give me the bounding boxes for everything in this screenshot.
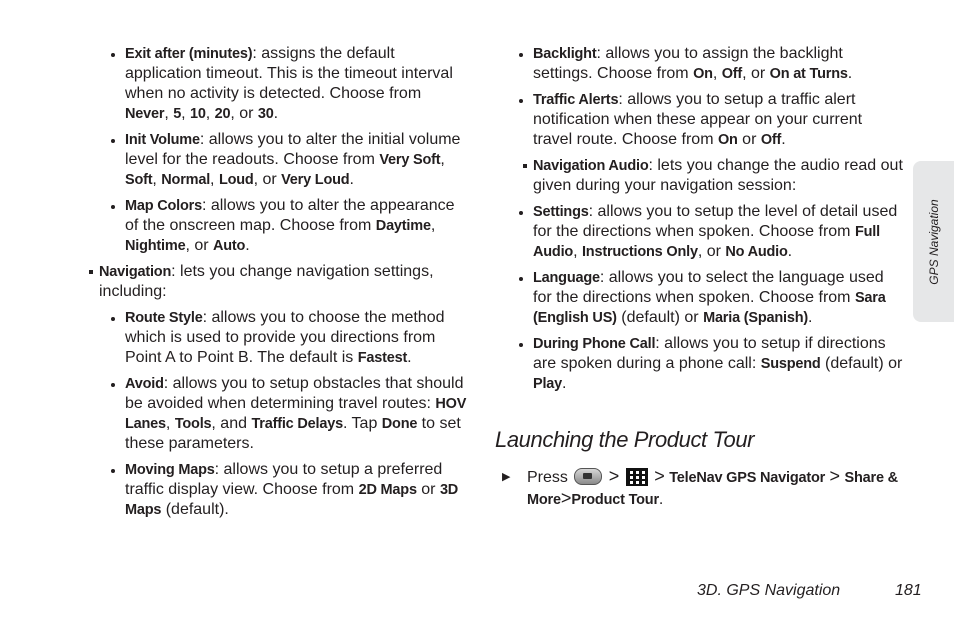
step-instruction: ▶ Press > > TeleNav GPS Navigator > Share & More>Product Tour. <box>502 466 898 508</box>
list-item-navigation-audio: Navigation Audio: lets you change the audio read out given during your navigation session: <box>522 156 904 196</box>
list-item-moving-maps: Moving Maps: allows you to setup a preferred traffic display view. Choose from 2D Maps or 3D Maps (default). <box>88 460 468 520</box>
chapter-side-tab <box>913 161 954 322</box>
footer-chapter: 3D. GPS Navigation <box>697 582 841 599</box>
left-column <box>88 44 468 520</box>
section-title: Launching the Product Tour <box>495 427 755 452</box>
list-item-exit-after: Exit after (minutes): assigns the default application timeout. This is the timeout interval when no activity is detected. Choose from Never, 5, 10, 20, or 30. <box>88 44 468 124</box>
home-key-icon <box>574 468 602 485</box>
list-item-route-style: Route Style: allows you to choose the method which is used to provide you directions from Point A to Point B. The default is Fastest. <box>88 308 468 368</box>
list-item-settings: Settings: allows you to setup the level of detail used for the directions when spoken. Choose from Full Audio, Instructions Only, or No Audio. <box>496 202 904 262</box>
list-item-traffic-alerts: Traffic Alerts: allows you to setup a traffic alert notification when these appear on your current travel route. Choose from On or Off. <box>496 90 904 150</box>
list-item-backlight: Backlight: allows you to assign the backlight settings. Choose from On, Off, or On at Turns. <box>496 44 904 84</box>
side-tab-label: GPS Navigation <box>926 198 941 285</box>
list-item-language: Language: allows you to select the language used for the directions when spoken. Choose from Sara (English US) (default) or Maria (Spanish). <box>496 268 904 328</box>
list-item-init-volume: Init Volume: allows you to alter the initial volume level for the readouts. Choose from Very Soft, Soft, Normal, Loud, or Very Loud. <box>88 130 468 190</box>
list-item-map-colors: Map Colors: allows you to alter the appearance of the onscreen map. Choose from Daytime, Nightime, or Auto. <box>88 196 468 256</box>
list-item-avoid: Avoid: allows you to setup obstacles that should be avoided when determining travel routes: HOV Lanes, Tools, and Traffic Delays. Tap Done to set these parameters. <box>88 374 468 454</box>
right-column <box>522 44 904 394</box>
menu-grid-icon <box>626 468 648 486</box>
page-number: 181 <box>895 582 922 599</box>
list-item-navigation: Navigation: lets you change navigation settings, including: <box>88 262 468 302</box>
list-item-during-phone-call: During Phone Call: allows you to setup if directions are spoken during a phone call: Suspend (default) or Play. <box>496 334 904 394</box>
step-arrow-icon: ▶ <box>502 471 511 483</box>
